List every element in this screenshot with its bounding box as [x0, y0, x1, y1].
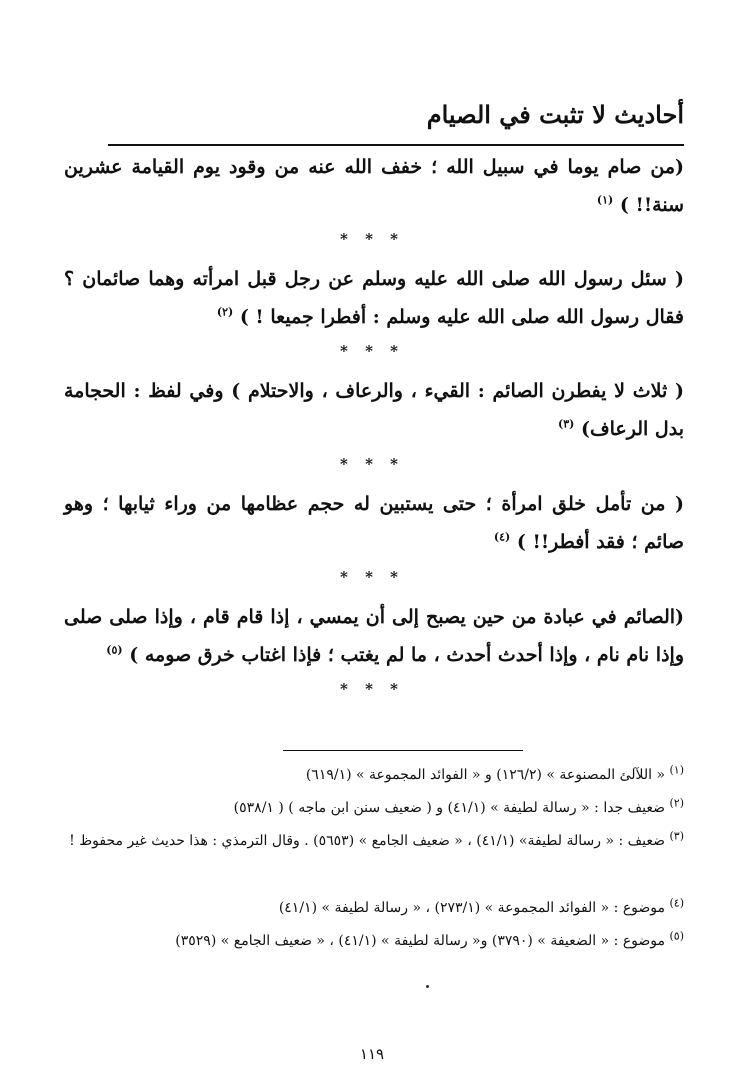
footnote-ref: (٢) — [216, 305, 234, 319]
hadith-text: (من صام يوما في سبيل الله ؛ خفف الله عنه من وقود يوم القيامة عشرين سنة!! ) — [64, 156, 684, 216]
section-separator: * * * — [340, 680, 404, 698]
footnote-1 — [64, 760, 684, 790]
footnote-4 — [64, 893, 684, 923]
hadith-entry-5 — [64, 598, 684, 674]
hadith-entry-3 — [64, 372, 684, 448]
section-separator: * * * — [340, 342, 404, 360]
section-separator: * * * — [340, 568, 404, 586]
footnote-marker: (٣) — [669, 829, 684, 843]
footnote-marker: (٤) — [669, 896, 684, 910]
footnote-2 — [64, 793, 684, 823]
hadith-text: (الصائم في عبادة من حين يصبح إلى أن يمسي ، إذا قام قام ، وإذا صلى صلى وإذا نام نام ، وإذا أحدث أحدث ، ما لم يغتب ؛ فإذا اغتاب خرق صومه ) — [64, 606, 684, 666]
footnote-text: ضعيف جدا : « رسالة لطيفة » (٤١/١) و ( ضعيف سنن ابن ماجه ) ( ٥٣٨/١) — [233, 800, 666, 816]
header-rule — [108, 144, 684, 146]
hadith-text: ( سئل رسول الله صلى الله عليه وسلم عن رجل قبل امرأته وهما صائمان ؟ فقال رسول الله صلى الله عليه وسلم : أفطرا جميعا ! ) — [64, 268, 684, 328]
footnote-3 — [64, 826, 684, 856]
footnote-marker: (٢) — [669, 796, 684, 810]
hadith-entry-2 — [64, 260, 684, 336]
footnote-ref: (٥) — [106, 643, 123, 657]
footnote-marker: (١) — [669, 763, 684, 777]
section-separator: * * * — [340, 230, 404, 248]
footnote-ref: (٣) — [557, 417, 575, 431]
footnote-5 — [64, 926, 684, 956]
hadith-text: ( ثلاث لا يفطرن الصائم : القيء ، والرعاف ، والاحتلام ) وفي لفظ : الحجامة بدل الرعاف) — [64, 380, 684, 440]
print-speck — [426, 985, 429, 988]
hadith-text: ( من تأمل خلق امرأة ؛ حتى يستبين له حجم عظامها من وراء ثيابها ؛ وهو صائم ؛ فقد أفطر!! ) — [64, 493, 684, 553]
footnote-text: « اللآلئ المصنوعة » (١٢٦/٢) و « الفوائد المجموعة » (٦١٩/١) — [305, 767, 666, 783]
footnote-text: موضوع : « الضعيفة » (٣٧٩٠) و« رسالة لطيفة » (٤١/١) ، « ضعيف الجامع » (٣٥٢٩) — [175, 933, 666, 949]
footnote-text: موضوع : « الفوائد المجموعة » (٢٧٣/١) ، « رسالة لطيفة » (٤١/١) — [278, 900, 666, 916]
page-number: ١١٩ — [359, 1045, 385, 1063]
footnote-ref: (٤) — [493, 530, 511, 544]
section-separator: * * * — [340, 455, 404, 473]
footnote-ref: (١) — [596, 193, 614, 207]
footnote-marker: (٥) — [669, 929, 684, 943]
footnote-text: ضعيف : « رسالة لطيفة» (٤١/١) ، « ضعيف الجامع » (٥٦٥٣) . وقال الترمذي : هذا حديث غير محفوظ ! — [69, 833, 666, 849]
footnote-rule — [283, 750, 523, 751]
hadith-entry-4 — [64, 485, 684, 561]
hadith-entry-1 — [64, 148, 684, 224]
page-header-title: أحاديث لا تثبت في الصيام — [426, 100, 684, 129]
